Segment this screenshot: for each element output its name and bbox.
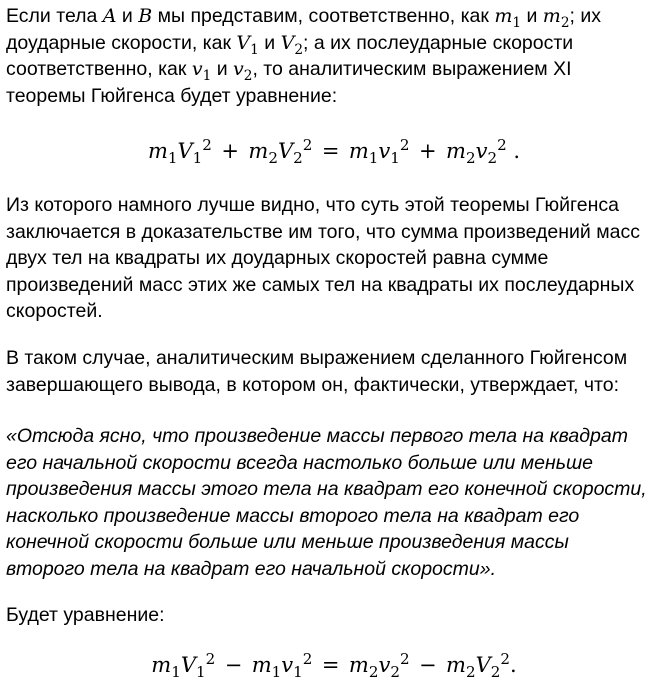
text-run: и (258, 31, 281, 54)
paragraph-explanation (6, 192, 640, 325)
text-line: заключается в доказательстве им того, что сумма произведений масс (6, 220, 640, 243)
text-line: скоростей. (6, 300, 103, 322)
text-line: конечной скорости больше или меньше произведения массы (6, 531, 569, 553)
math-symbol (542, 5, 570, 31)
math-subscript: 1 (167, 149, 178, 168)
text-line: второго тела на квадрат его начальной скорости». (6, 557, 496, 580)
math-letter: m (446, 653, 466, 677)
math-letter: m (251, 653, 272, 677)
math-subscript: 1 (250, 41, 259, 58)
text-line: «Отсюда ясно, что произведение массы первого тела на квадрат (6, 425, 628, 447)
text-line: теоремы Гюйгенса будет уравнение: (6, 84, 338, 107)
math-letter: m (446, 139, 466, 163)
text-run: и (521, 5, 543, 27)
math-subscript: 2 (243, 67, 253, 84)
math-exponent: 2 (497, 136, 507, 154)
math-symbol (233, 58, 253, 84)
math-subscript: 1 (368, 149, 379, 168)
text-run: Если тела (6, 5, 103, 27)
math-subscript: 1 (293, 663, 303, 682)
equation-1 (6, 136, 662, 166)
text-line: Из которого намного лучше видно, что суть этой теоремы Гюйгенса (6, 194, 619, 216)
math-subscript: 1 (192, 149, 203, 168)
text-line (6, 56, 601, 83)
text-run: ; а их послеударные скорости (303, 31, 574, 54)
math-letter: V (277, 139, 294, 163)
math-exponent: 2 (399, 650, 410, 668)
equation-2 (6, 650, 662, 680)
math-equals: = (321, 139, 340, 163)
math-subscript: 2 (390, 663, 400, 682)
text-line (6, 3, 601, 30)
math-punctuation: . (506, 139, 521, 163)
math-symbol: B (138, 5, 153, 27)
math-subscript: 2 (368, 663, 379, 682)
quote-block (6, 423, 647, 582)
text-line: его начальной скорости всегда настолько больше или меньше (6, 451, 594, 474)
text-run: соответственно, как (6, 58, 192, 80)
math-letter: V (475, 653, 491, 677)
math-letter: m (542, 5, 561, 27)
paragraph-intro (6, 3, 601, 109)
math-equals: = (321, 653, 340, 677)
math-exponent: 2 (399, 136, 410, 154)
math-exponent: 2 (302, 650, 313, 668)
text-line: двух тел на квадраты их доударных скоростей равна сумме (6, 247, 549, 269)
text-run: доударные скорости, как (6, 31, 237, 54)
math-symbol (280, 31, 304, 58)
text-run: мы представим, соответственно, как (152, 5, 495, 27)
math-exponent: 2 (202, 136, 212, 154)
text-line: завершающего вывода, в котором он, фактически, утверждает, что: (6, 373, 619, 396)
math-letter: V (280, 31, 295, 54)
text-line: Будет уравнение: (6, 604, 165, 626)
text-line: произведения массы этого тела на квадрат его конечной скорости, (6, 478, 647, 500)
text-run: ; их (569, 5, 602, 27)
text-run: и (116, 5, 139, 27)
math-exponent: 2 (205, 650, 216, 668)
math-letter: m (348, 653, 369, 677)
paragraph-conclusion-intro (6, 345, 627, 398)
math-subscript: 2 (465, 663, 476, 682)
math-subscript: 2 (487, 149, 498, 168)
math-letter: v (191, 58, 203, 80)
math-subscript: 2 (268, 149, 278, 168)
math-letter: v (233, 58, 244, 80)
text-run: , то аналитическим выражением XI (252, 58, 572, 80)
math-operator: + (221, 139, 239, 163)
text-line: произведений масс этих же самых тел на квадраты их послеударных (6, 273, 635, 296)
math-exponent: 2 (302, 136, 313, 154)
math-subscript: 1 (271, 663, 282, 682)
math-subscript: 2 (465, 149, 476, 168)
math-letter: V (236, 31, 251, 54)
math-letter: V (177, 139, 193, 163)
math-subscript: 1 (512, 14, 522, 31)
math-subscript: 2 (490, 663, 501, 682)
text-line: насколько произведение массы второго тела на квадрат его (6, 504, 580, 527)
math-punctuation: . (510, 653, 517, 677)
math-letter: v (378, 653, 391, 677)
math-subscript: 2 (294, 41, 304, 58)
math-exponent: 2 (500, 650, 511, 668)
math-subscript: 1 (196, 663, 206, 682)
math-letter: m (248, 139, 269, 163)
paragraph-equation-intro (6, 602, 165, 629)
math-letter: m (494, 5, 513, 27)
math-letter: m (348, 139, 369, 163)
math-symbol (494, 5, 522, 31)
math-symbol: A (102, 5, 117, 27)
math-letter: V (180, 653, 196, 677)
math-letter: v (378, 139, 391, 163)
math-subscript: 1 (171, 663, 181, 682)
math-symbol (236, 31, 259, 58)
text-run: и (211, 58, 234, 80)
math-operator: − (224, 653, 243, 677)
math-letter: m (151, 653, 172, 677)
math-letter: v (475, 139, 488, 163)
math-operator: − (419, 653, 437, 677)
math-subscript: 2 (293, 149, 303, 168)
math-letter: v (281, 653, 294, 677)
math-letter: m (147, 139, 168, 163)
math-subscript: 1 (390, 149, 400, 168)
math-subscript: 1 (202, 67, 212, 84)
text-line (6, 30, 601, 57)
math-operator: + (418, 139, 437, 163)
math-subscript: 2 (560, 14, 570, 31)
text-line: В таком случае, аналитическим выражением сделанного Гюйгенсом (6, 347, 628, 369)
math-symbol (191, 58, 212, 84)
